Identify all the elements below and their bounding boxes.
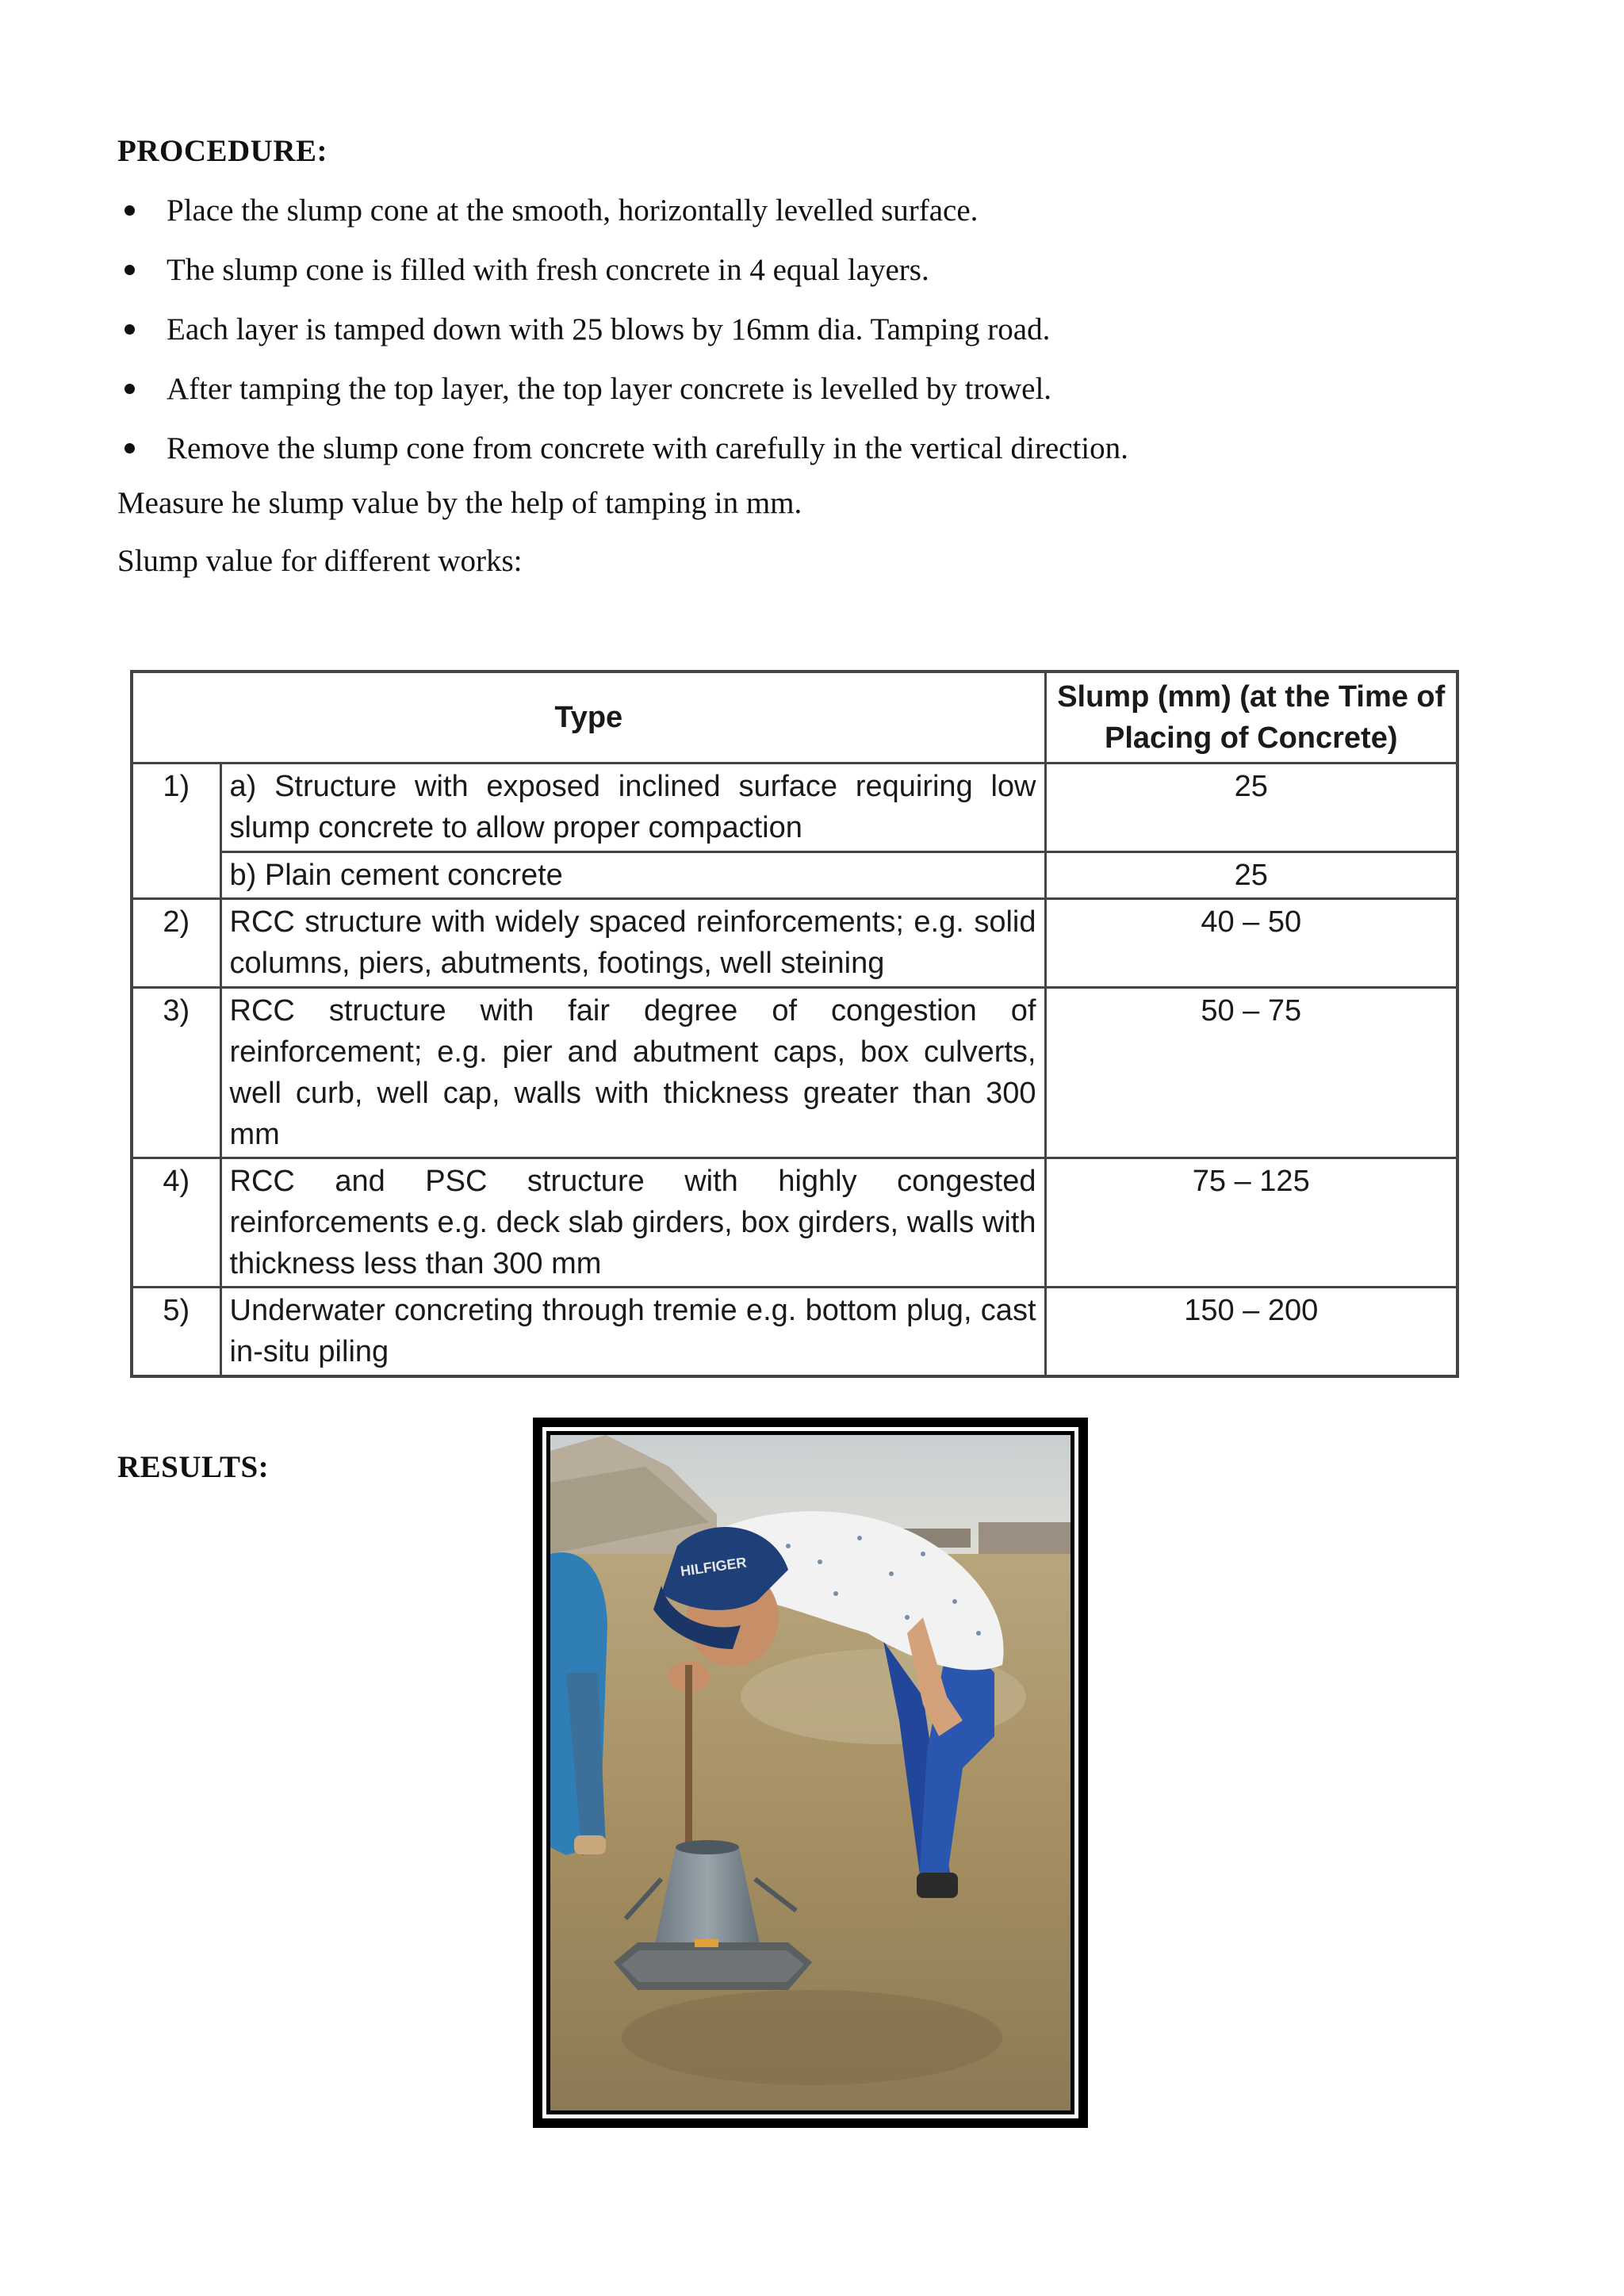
cap-logo-text: HILFIGER bbox=[679, 1554, 748, 1579]
step-text: Each layer is tamped down with 25 blows by 16mm dia. Tamping road. bbox=[167, 312, 1051, 346]
slump-table-image bbox=[130, 670, 1459, 1376]
table-row bbox=[132, 1288, 1457, 1376]
measure-paragraph: Measure he slump value by the help of tamping in mm. bbox=[117, 486, 802, 520]
row-slump: 40 – 50 bbox=[1045, 899, 1457, 988]
step-text: Remove the slump cone from concrete with carefully in the vertical direction. bbox=[167, 431, 1128, 465]
column-header-type: Type bbox=[132, 672, 1045, 763]
step-text: The slump cone is filled with fresh concrete in 4 equal layers. bbox=[167, 253, 929, 287]
list-item bbox=[117, 181, 1128, 240]
table-intro-paragraph: Slump value for different works: bbox=[117, 544, 523, 578]
row-slump: 25 bbox=[1045, 763, 1457, 852]
bullet-icon bbox=[124, 265, 135, 275]
step-text: Place the slump cone at the smooth, horizontally levelled surface. bbox=[167, 193, 979, 228]
step-text: After tamping the top layer, the top layer concrete is levelled by trowel. bbox=[167, 372, 1052, 406]
bullet-icon bbox=[124, 384, 135, 394]
table-row bbox=[132, 988, 1457, 1158]
column-header-slump: Slump (mm) (at the Time of Placing of Concrete) bbox=[1045, 672, 1457, 763]
row-type: Underwater concreting through tremie e.g. bottom plug, cast in-situ piling bbox=[220, 1288, 1045, 1376]
list-item bbox=[117, 240, 1128, 300]
procedure-steps-list bbox=[117, 181, 1128, 478]
table-row bbox=[132, 763, 1457, 852]
ground-shadow bbox=[622, 1990, 1002, 2085]
row-slump: 150 – 200 bbox=[1045, 1288, 1457, 1376]
base-plate-top bbox=[622, 1950, 804, 1982]
slump-table bbox=[130, 670, 1459, 1378]
slump-test-photo-frame bbox=[533, 1418, 1088, 2128]
row-type: RCC structure with fair degree of congestion of reinforcement; e.g. pier and abutment caps, box culverts, well curb, well cap, walls with thickness greater than 300 mm bbox=[220, 988, 1045, 1158]
cone-label bbox=[695, 1939, 718, 1947]
distant-building bbox=[979, 1522, 1071, 1554]
results-heading: RESULTS: bbox=[117, 1450, 270, 1484]
bullet-icon bbox=[124, 324, 135, 335]
table-header-row bbox=[132, 672, 1457, 763]
row-slump: 50 – 75 bbox=[1045, 988, 1457, 1158]
row-number: 1) bbox=[132, 763, 220, 899]
procedure-heading: PROCEDURE: bbox=[117, 134, 327, 168]
table-row bbox=[132, 852, 1457, 899]
list-item bbox=[117, 359, 1128, 419]
row-slump: 75 – 125 bbox=[1045, 1158, 1457, 1288]
row-number: 2) bbox=[132, 899, 220, 988]
left-person-foot bbox=[574, 1835, 606, 1854]
row-type: RCC structure with widely spaced reinforcements; e.g. solid columns, piers, abutments, footings, well steining bbox=[220, 899, 1045, 988]
list-item bbox=[117, 419, 1128, 478]
bullet-icon bbox=[124, 443, 135, 453]
slump-cone-top bbox=[676, 1840, 739, 1854]
row-number: 3) bbox=[132, 988, 220, 1158]
table-row bbox=[132, 1158, 1457, 1288]
bullet-icon bbox=[124, 205, 135, 216]
list-item bbox=[117, 300, 1128, 359]
table-row bbox=[132, 899, 1457, 988]
row-type: RCC and PSC structure with highly congested reinforcements e.g. deck slab girders, box girders, walls with thickness less than 300 mm bbox=[220, 1158, 1045, 1288]
row-number: 5) bbox=[132, 1288, 220, 1376]
slump-test-photo bbox=[550, 1435, 1071, 2110]
row-type: b) Plain cement concrete bbox=[220, 852, 1045, 899]
row-number: 4) bbox=[132, 1158, 220, 1288]
tamping-rod bbox=[685, 1665, 692, 1847]
person-shoe bbox=[917, 1873, 958, 1898]
row-type: a) Structure with exposed inclined surface requiring low slump concrete to allow proper compaction bbox=[220, 763, 1045, 852]
row-slump: 25 bbox=[1045, 852, 1457, 899]
